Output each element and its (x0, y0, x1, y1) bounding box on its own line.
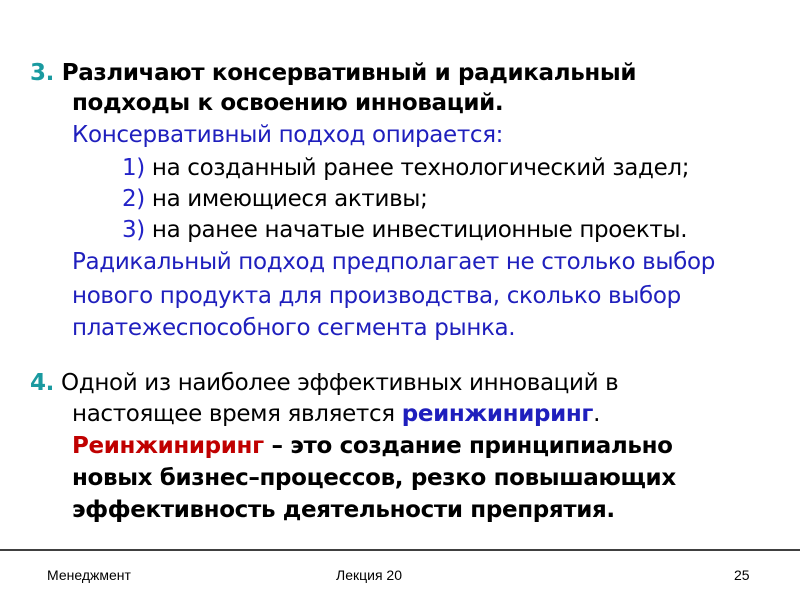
section-3-heading-line-1 (30, 58, 636, 88)
footer-course: Менеджмент (47, 567, 131, 583)
definition-text-1: – это создание принципиально (271, 433, 673, 459)
radical-line-1: Радикальный подход предполагает не столько выбор (72, 249, 715, 275)
definition-line-1 (72, 431, 673, 461)
section-4-text-1: Одной из наиболее эффективных инноваций в (61, 370, 619, 396)
definition-line-3: эффективность деятельности препрятия. (72, 497, 615, 523)
section-4-number: 4. (30, 370, 55, 396)
definition-line-2: новых бизнес–процессов, резко повышающих (72, 465, 676, 491)
section-4-text-2: настоящее время является (72, 401, 395, 427)
definition-term: Реинжиниринг (72, 433, 264, 459)
item-number: 1) (122, 155, 145, 181)
conservative-intro: Консервативный подход опирается: (72, 122, 504, 148)
conservative-item-3 (122, 215, 687, 245)
radical-line-2: нового продукта для производства, сколько выбор (72, 283, 681, 309)
item-text: на имеющиеся активы; (151, 186, 428, 212)
item-text: на ранее начатые инвестиционные проекты. (151, 217, 688, 243)
conservative-item-1 (122, 153, 689, 183)
item-text: на созданный ранее технологический задел; (151, 155, 690, 181)
radical-line-3: платежеспособного сегмента рынка. (72, 315, 516, 341)
section-4-line-1 (30, 368, 618, 398)
footer-lecture: Лекция 20 (336, 567, 402, 583)
section-3-heading-text-1: Различают консервативный и радикальный (61, 60, 637, 86)
section-4-period: . (593, 401, 601, 427)
conservative-item-2 (122, 184, 428, 214)
footer-page-number: 25 (734, 567, 750, 583)
footer-divider (0, 549, 800, 551)
item-number: 2) (122, 186, 145, 212)
section-4-line-2 (72, 399, 600, 429)
section-3-heading-line-2: подходы к освоению инноваций. (72, 90, 504, 116)
section-3-number: 3. (30, 60, 55, 86)
item-number: 3) (122, 217, 145, 243)
reengineering-term: реинжиниринг (401, 401, 594, 427)
